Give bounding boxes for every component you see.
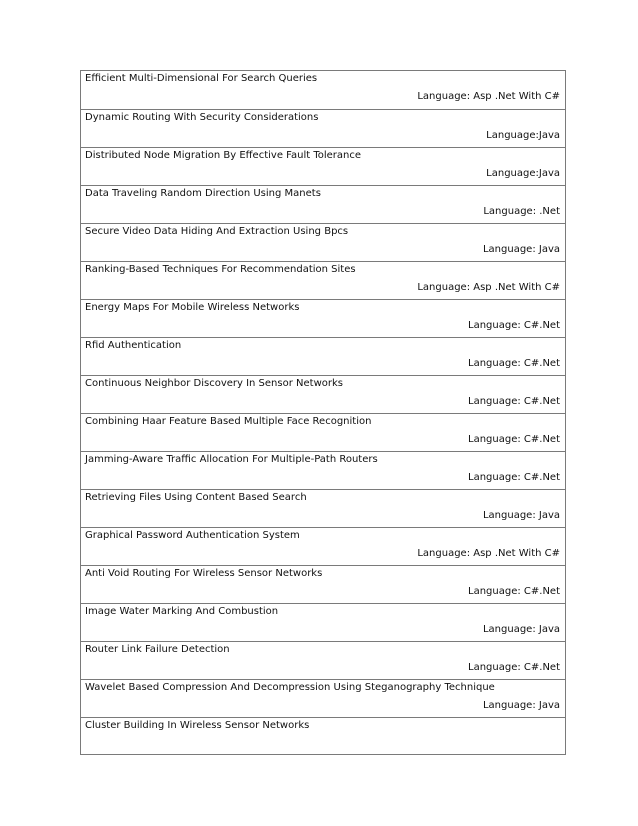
project-title: Dynamic Routing With Security Considerations <box>85 112 319 123</box>
project-language: Language: Java <box>482 510 560 521</box>
table-row <box>81 261 565 299</box>
project-title: Image Water Marking And Combustion <box>85 606 279 617</box>
project-language: Language: C#.Net <box>468 320 560 331</box>
table-row <box>81 527 565 565</box>
project-language: Language: C#.Net <box>468 472 560 483</box>
project-language: Language:Java <box>486 130 560 141</box>
project-language: Language:Java <box>486 168 560 179</box>
table-row <box>81 717 565 754</box>
table-row <box>81 375 565 413</box>
project-title: Graphical Password Authentication System <box>85 530 300 541</box>
project-title: Wavelet Based Compression And Decompression Using Steganography Technique <box>85 682 495 693</box>
table-row <box>81 413 565 451</box>
table-row <box>81 185 565 223</box>
table-row <box>81 489 565 527</box>
table-row <box>81 299 565 337</box>
project-language: Language: Java <box>482 624 560 635</box>
project-language: Language: Asp .Net With C# <box>417 91 560 102</box>
project-language: Language: Asp .Net With C# <box>417 282 560 293</box>
project-title: Combining Haar Feature Based Multiple Face Recognition <box>85 416 372 427</box>
project-language: Language: C#.Net <box>468 358 560 369</box>
table-row <box>81 223 565 261</box>
project-language: Language: C#.Net <box>468 396 560 407</box>
project-title: Anti Void Routing For Wireless Sensor Networks <box>85 568 323 579</box>
project-title: Retrieving Files Using Content Based Search <box>85 492 307 503</box>
table-row <box>81 337 565 375</box>
table-row <box>81 71 565 109</box>
project-title: Continuous Neighbor Discovery In Sensor Networks <box>85 378 343 389</box>
project-language: Language: C#.Net <box>468 434 560 445</box>
project-language: Language: Java <box>482 700 560 711</box>
project-title: Cluster Building In Wireless Sensor Networks <box>85 720 310 731</box>
table-row <box>81 109 565 147</box>
project-title: Energy Maps For Mobile Wireless Networks <box>85 302 300 313</box>
project-language: Language: .Net <box>483 206 560 217</box>
project-title: Efficient Multi-Dimensional For Search Queries <box>85 73 318 84</box>
table-row <box>81 147 565 185</box>
project-table <box>80 70 566 755</box>
project-title: Rfid Authentication <box>85 340 182 351</box>
project-title: Jamming-Aware Traffic Allocation For Multiple-Path Routers <box>85 454 378 465</box>
project-title: Data Traveling Random Direction Using Manets <box>85 188 321 199</box>
project-title: Distributed Node Migration By Effective Fault Tolerance <box>85 150 362 161</box>
table-row <box>81 603 565 641</box>
project-title: Secure Video Data Hiding And Extraction Using Bpcs <box>85 226 349 237</box>
table-row <box>81 451 565 489</box>
table-row <box>81 641 565 679</box>
project-language: Language: Java <box>482 244 560 255</box>
project-language: Language: C#.Net <box>468 586 560 597</box>
project-title: Router Link Failure Detection <box>85 644 230 655</box>
table-row <box>81 565 565 603</box>
project-language: Language: Asp .Net With C# <box>417 548 560 559</box>
project-language: Language: C#.Net <box>468 662 560 673</box>
table-row <box>81 679 565 717</box>
project-title: Ranking-Based Techniques For Recommendation Sites <box>85 264 356 275</box>
